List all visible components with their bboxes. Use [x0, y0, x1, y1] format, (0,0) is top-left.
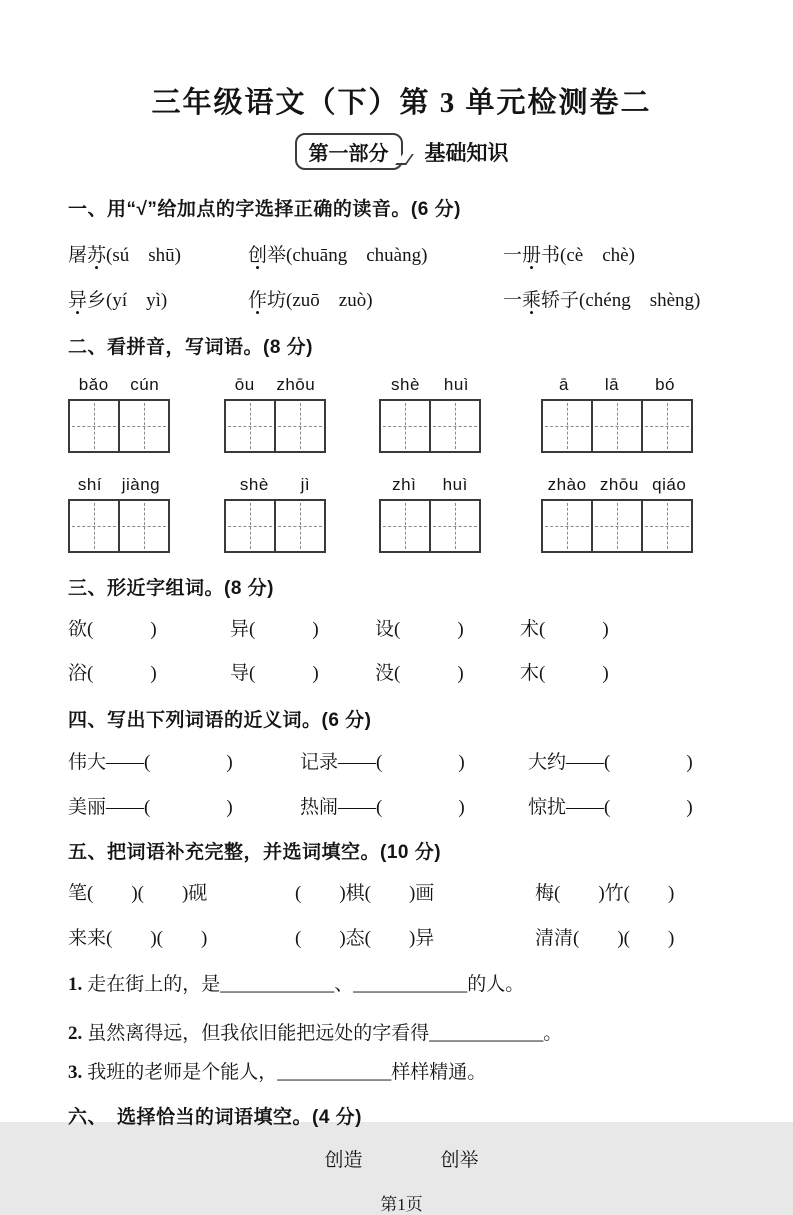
grid-cell	[381, 501, 431, 551]
dotted-char: 异	[68, 290, 88, 311]
idiom-completion-row	[68, 923, 735, 950]
writing-cells	[68, 499, 170, 553]
synonym-blank: 伟大——( )	[68, 752, 233, 773]
pinyin-syllable: cún	[130, 375, 160, 394]
pinyin-syllable: huì	[443, 375, 470, 394]
pronunciation-row	[68, 240, 735, 267]
word-formation-row	[68, 614, 735, 641]
pinyin-grid-group	[224, 375, 326, 453]
page-number: 第1页	[380, 1195, 423, 1214]
idiom-blank: ( )棋( )画	[295, 883, 435, 904]
writing-cells	[224, 399, 326, 453]
item-text: (sú shū)	[106, 245, 181, 266]
word-blank: 木( )	[520, 663, 609, 684]
section-1-heading: 一、用“√”给加点的字选择正确的读音。(6 分)	[68, 199, 461, 220]
word-options-row	[68, 1145, 735, 1172]
idiom-blank: 清清( )( )	[535, 928, 675, 949]
word-formation-row	[68, 658, 735, 685]
pinyin-syllable: zhào	[547, 475, 587, 494]
fill-in-question	[68, 1018, 735, 1045]
page-title: 三年级语文（下）第 3 单元检测卷二	[151, 87, 652, 119]
pinyin-syllable: ōu	[234, 375, 255, 394]
item-text: 乡(yí yì)	[87, 290, 168, 311]
dotted-char: 苏	[87, 245, 107, 266]
grid-cell	[643, 501, 691, 551]
word-option-chuangzao: 创造	[324, 1150, 363, 1171]
grid-cell	[120, 501, 168, 551]
question-number: 3.	[68, 1062, 83, 1083]
question-text: 我班的老师是个能人，____________样样精通。	[87, 1062, 487, 1083]
grid-cell	[120, 401, 168, 451]
pronunciation-item	[503, 285, 735, 312]
pinyin-syllable: shí	[77, 475, 103, 494]
dotted-char: 册	[522, 245, 542, 266]
pinyin-label	[224, 475, 326, 495]
fill-in-question	[68, 1057, 735, 1084]
grid-cell	[276, 501, 324, 551]
pinyin-grid-group	[379, 375, 481, 453]
pinyin-syllable: lā	[604, 375, 620, 394]
grid-cell	[431, 401, 479, 451]
fill-in-question	[68, 969, 735, 996]
grid-cell	[70, 401, 120, 451]
pronunciation-item	[248, 285, 503, 312]
word-blank: 欲( )	[68, 619, 157, 640]
pinyin-label	[379, 475, 481, 495]
synonym-blank: 惊扰——( )	[528, 797, 693, 818]
synonym-blank: 美丽——( )	[68, 797, 233, 818]
writing-cells	[541, 399, 693, 453]
item-text: 屠	[68, 245, 88, 266]
question-text: 走在街上的，是____________、____________的人。	[87, 974, 525, 995]
item-text: 坊(zuō zuò)	[267, 290, 373, 311]
pinyin-syllable: zhōu	[599, 475, 639, 494]
item-text: 一	[503, 245, 523, 266]
item-text: 举(chuāng chuàng)	[267, 245, 428, 266]
pronunciation-row	[68, 285, 735, 312]
pinyin-syllable: shè	[390, 375, 420, 394]
pronunciation-item	[248, 240, 503, 267]
pinyin-syllable: bǎo	[78, 375, 109, 394]
pinyin-grid-row	[68, 375, 735, 453]
part-one-badge	[295, 133, 403, 170]
part-subtitle: 基础知识	[424, 141, 509, 165]
part-one-badge-label: 第一部分	[308, 143, 389, 165]
writing-cells	[224, 499, 326, 553]
grid-cell	[643, 401, 691, 451]
grid-cell	[381, 401, 431, 451]
dotted-char: 创	[248, 245, 268, 266]
writing-cells	[541, 499, 693, 553]
pinyin-grid-group	[379, 475, 481, 553]
pronunciation-item	[503, 240, 735, 267]
idiom-completion-row	[68, 878, 735, 905]
grid-cell	[593, 401, 643, 451]
pinyin-label	[541, 475, 693, 495]
pinyin-grid-group	[68, 475, 170, 553]
word-blank: 术( )	[520, 619, 609, 640]
section-5-heading: 五、把词语补充完整，并选词填空。(10 分)	[68, 842, 442, 863]
pinyin-syllable: qiáo	[652, 475, 687, 494]
pinyin-syllable: zhōu	[276, 375, 316, 394]
pinyin-grid-group	[68, 375, 170, 453]
synonym-blank: 记录——( )	[300, 752, 465, 773]
pinyin-label	[224, 375, 326, 395]
dotted-char: 作	[248, 290, 268, 311]
part-banner	[68, 133, 735, 170]
item-text: 书(cè chè)	[541, 245, 635, 266]
idiom-blank: ( )态( )异	[295, 928, 435, 949]
grid-cell	[276, 401, 324, 451]
section-3-heading: 三、形近字组词。(8 分)	[68, 578, 275, 599]
idiom-blank: 梅( )竹( )	[535, 883, 675, 904]
grid-cell	[70, 501, 120, 551]
badge-tail-decoration	[395, 154, 414, 165]
pinyin-grid-group	[224, 475, 326, 553]
pinyin-syllable: ā	[558, 375, 569, 394]
question-text: 虽然离得远，但我依旧能把远处的字看得____________。	[87, 1023, 563, 1044]
synonym-row	[68, 747, 735, 774]
idiom-blank: 来来( )( )	[68, 928, 208, 949]
word-blank: 浴( )	[68, 663, 157, 684]
pinyin-syllable: shè	[239, 475, 269, 494]
pinyin-grid-group	[541, 375, 693, 453]
grid-cell	[543, 401, 593, 451]
pinyin-label	[68, 375, 170, 395]
grid-cell	[593, 501, 643, 551]
question-number: 1.	[68, 974, 83, 995]
section-4-heading: 四、写出下列词语的近义词。(6 分)	[68, 710, 372, 731]
word-blank: 异( )	[230, 619, 319, 640]
idiom-blank: 笔( )( )砚	[68, 883, 208, 904]
synonym-row	[68, 792, 735, 819]
pinyin-syllable: bó	[655, 375, 675, 394]
writing-cells	[68, 399, 170, 453]
pinyin-syllable: jì	[300, 475, 311, 494]
writing-cells	[379, 499, 481, 553]
synonym-blank: 热闹——( )	[300, 797, 465, 818]
pinyin-syllable: huì	[442, 475, 468, 494]
pronunciation-item	[68, 240, 248, 267]
pinyin-grid-group	[541, 475, 693, 553]
writing-cells	[379, 399, 481, 453]
grid-cell	[226, 501, 276, 551]
synonym-blank: 大约——( )	[528, 752, 693, 773]
pinyin-label	[379, 375, 481, 395]
pinyin-syllable: jiàng	[121, 475, 161, 494]
word-blank: 导( )	[230, 663, 319, 684]
section-6-heading: 六、 选择恰当的词语填空。(4 分)	[68, 1107, 363, 1128]
grid-cell	[543, 501, 593, 551]
word-blank: 设( )	[375, 619, 464, 640]
pinyin-grid-row	[68, 475, 735, 553]
question-number: 2.	[68, 1023, 83, 1044]
pinyin-label	[541, 375, 693, 395]
item-text: 轿子(chéng shèng)	[541, 290, 701, 311]
pinyin-label	[68, 475, 170, 495]
word-option-chuangju: 创举	[440, 1150, 479, 1171]
dotted-char: 乘	[522, 290, 542, 311]
item-text: 一	[503, 290, 523, 311]
grid-cell	[226, 401, 276, 451]
grid-cell	[431, 501, 479, 551]
pronunciation-item	[68, 285, 248, 312]
pinyin-syllable: zhì	[392, 475, 417, 494]
section-2-heading: 二、看拼音，写词语。(8 分)	[68, 337, 314, 358]
word-blank: 没( )	[375, 663, 464, 684]
